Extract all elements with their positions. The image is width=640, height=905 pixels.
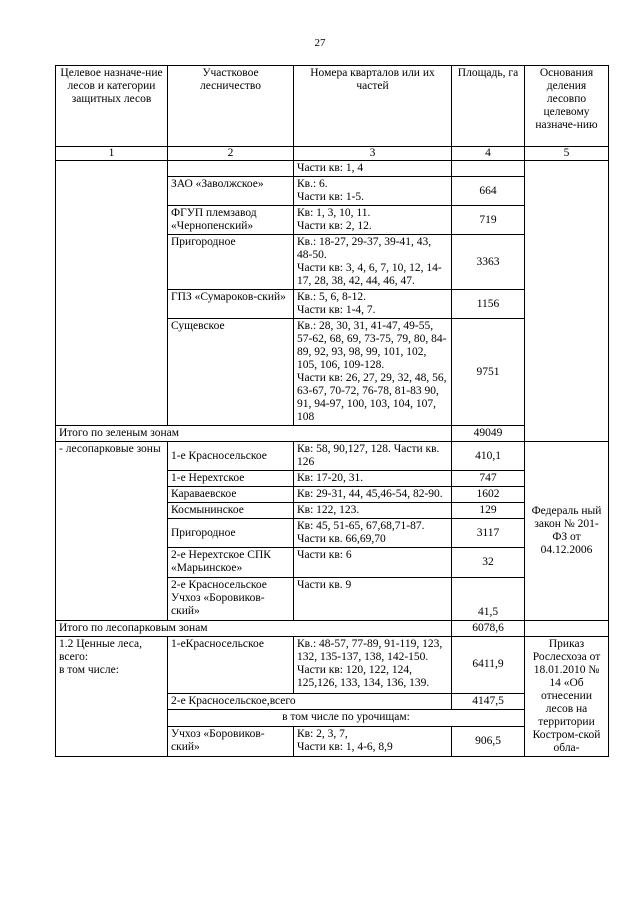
total-area: 49049 — [452, 426, 525, 442]
area-cell: 41,5 — [452, 578, 525, 621]
forestry-cell: 1-е Красносельское — [168, 442, 294, 471]
quarters-cell: Кв.: 28, 30, 31, 41-47, 49-55, 57-62, 68, 69, 73-75, 79, 80, 84-89, 92, 93, 98, 99, 101, 102, 105, 106, 109-128. Части кв: 26, 27, 29, 32, 48, 56, 63-67, 70-72, 76-78, 81-83 90, 91, 94-97, 100, 103, 104, 107, 108 — [294, 319, 452, 426]
forestry-cell: Караваевское — [168, 487, 294, 503]
header-area: Площадь, га — [452, 66, 525, 147]
area-cell: 1602 — [452, 487, 525, 503]
quarters-cell: Части кв. 9 — [294, 578, 452, 621]
column-numbers-row — [56, 147, 609, 161]
quarters-cell: Кв: 29-31, 44, 45,46-54, 82-90. — [294, 487, 452, 503]
forestry-cell: Космынинское — [168, 503, 294, 519]
basis-cell — [525, 161, 609, 442]
subtotal-label: 2-е Красносельское,всего — [168, 693, 452, 710]
table-header-row — [56, 66, 609, 147]
area-cell: 4147,5 — [452, 693, 525, 710]
federal-law-cell: Федераль ный закон № 201-ФЗ от 04.12.2006 — [525, 442, 609, 621]
forestry-cell: ГПЗ «Сумароков-ский» — [168, 290, 294, 319]
total-area: 6078,6 — [452, 621, 525, 637]
forestry-cell: Сущевское — [168, 319, 294, 426]
table-row — [56, 442, 609, 471]
quarters-cell: Кв.: 6. Части кв: 1-5. — [294, 177, 452, 206]
area-cell: 32 — [452, 548, 525, 578]
total-label: Итого по зеленым зонам — [56, 426, 452, 442]
table-row — [56, 161, 609, 177]
area-cell: 6411,9 — [452, 637, 525, 694]
header-purpose: Целевое назначе-ние лесов и категории защитных лесов — [56, 66, 168, 147]
forestry-cell: Пригородное — [168, 519, 294, 548]
header-basis: Основания деления лесовпо целевому назначе-нию — [525, 66, 609, 147]
col-number: 2 — [168, 147, 294, 161]
col-number: 4 — [452, 147, 525, 161]
forestry-cell: 2-е Красносельское Учхоз «Боровиков-ский» — [168, 578, 294, 621]
header-quarters: Номера кварталов или их частей — [294, 66, 452, 147]
area-cell: 719 — [452, 206, 525, 235]
quarters-cell: Части кв: 6 — [294, 548, 452, 578]
header-forestry: Участковое лесничество — [168, 66, 294, 147]
table-row — [56, 637, 609, 694]
forestry-cell: 1-еКрасносельское — [168, 637, 294, 694]
quarters-cell: Кв.: 18-27, 29-37, 39-41, 43, 48-50. Части кв: 3, 4, 6, 7, 10, 12, 14-17, 28, 38, 42, 44, 46, 47. — [294, 235, 452, 290]
quarters-cell: Кв: 58, 90,127, 128. Части кв. 126 — [294, 442, 452, 471]
col-number: 5 — [525, 147, 609, 161]
category-cell — [56, 161, 168, 426]
total-row — [56, 621, 609, 637]
forestry-cell — [168, 161, 294, 177]
quarters-cell: Кв: 1, 3, 10, 11. Части кв: 2, 12. — [294, 206, 452, 235]
category-cell: - лесопарковые зоны — [56, 442, 168, 621]
area-cell: 129 — [452, 503, 525, 519]
quarters-cell: Кв.: 48-57, 77-89, 91-119, 123, 132, 135-137, 138, 142-150. Части кв: 120, 122, 124, 125,126, 133, 134, 136, 139. — [294, 637, 452, 694]
total-label: Итого по лесопарковым зонам — [56, 621, 452, 637]
area-cell: 747 — [452, 471, 525, 487]
quarters-cell: Кв: 2, 3, 7, Части кв: 1, 4-6, 8,9 — [294, 726, 452, 756]
quarters-cell: Части кв: 1, 4 — [294, 161, 452, 177]
forestry-cell: 1-е Нерехтское — [168, 471, 294, 487]
area-cell: 3117 — [452, 519, 525, 548]
order-cell: Приказ Рослесхоза от 18.01.2010 № 14 «Об отнесении лесов на территории Костром-ской обла- — [525, 637, 609, 757]
forest-table — [55, 65, 609, 757]
col-number: 3 — [294, 147, 452, 161]
forestry-cell: ФГУП племзавод «Чернопенский» — [168, 206, 294, 235]
col-number: 1 — [56, 147, 168, 161]
subheading: в том числе по урочищам: — [168, 710, 525, 727]
forestry-cell: Пригородное — [168, 235, 294, 290]
area-cell: 9751 — [452, 319, 525, 426]
area-cell: 3363 — [452, 235, 525, 290]
forestry-cell: ЗАО «Заволжское» — [168, 177, 294, 206]
quarters-cell: Кв.: 5, 6, 8-12. Части кв: 1-4, 7. — [294, 290, 452, 319]
area-cell — [452, 161, 525, 177]
area-cell: 906,5 — [452, 726, 525, 756]
quarters-cell: Кв: 45, 51-65, 67,68,71-87. Части кв. 66,69,70 — [294, 519, 452, 548]
page-number: 27 — [314, 37, 326, 49]
basis-cell — [525, 621, 609, 637]
forestry-cell: Учхоз «Боровиков-ский» — [168, 726, 294, 756]
forestry-cell: 2-е Нерехтское СПК «Марьинское» — [168, 548, 294, 578]
category-cell: 1.2 Ценные леса, всего: в том числе: — [56, 637, 168, 757]
area-cell: 410,1 — [452, 442, 525, 471]
quarters-cell: Кв: 122, 123. — [294, 503, 452, 519]
area-cell: 664 — [452, 177, 525, 206]
area-cell: 1156 — [452, 290, 525, 319]
quarters-cell: Кв: 17-20, 31. — [294, 471, 452, 487]
